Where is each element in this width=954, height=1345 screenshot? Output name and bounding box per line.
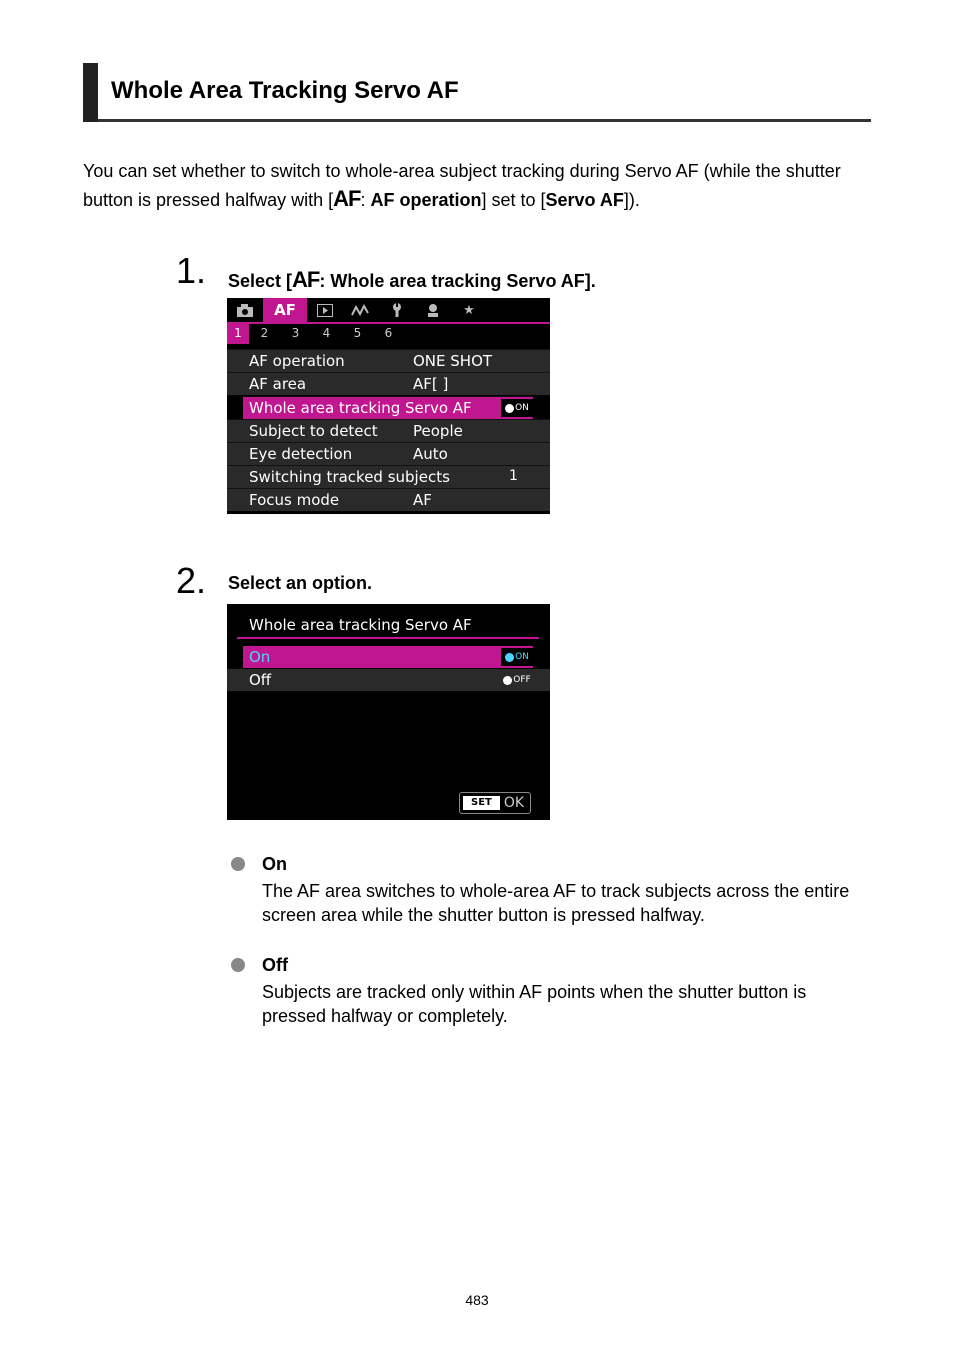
section-title: Whole Area Tracking Servo AF (111, 77, 459, 104)
menu-row-label: Subject to detect (249, 422, 378, 440)
option-badge: ON (515, 652, 529, 662)
bullet-icon (231, 857, 245, 871)
option-off[interactable] (227, 669, 550, 691)
tab-af[interactable]: AF (263, 298, 307, 322)
menu-row-value: AF[ ] (413, 375, 449, 393)
camera-icon[interactable] (227, 298, 263, 322)
menu-subtabs (227, 322, 404, 344)
menu-row-value: Auto (413, 445, 448, 463)
section-bar (83, 63, 98, 122)
step-1-number: 1. (176, 250, 207, 291)
menu-row-af-operation[interactable] (227, 349, 550, 372)
step-2-text: Select an option. (228, 573, 373, 593)
step-1-post: : Whole area tracking Servo AF]. (319, 271, 596, 291)
menu-row-value: 1 (509, 468, 518, 484)
option-on[interactable] (243, 646, 533, 668)
set-label: SET (463, 796, 500, 810)
whole-area-on-icon (501, 399, 533, 417)
menu-row-focus-mode[interactable] (227, 488, 550, 511)
menu-row-label: Whole area tracking Servo AF (249, 399, 472, 417)
menu-tabs (227, 298, 550, 324)
divider (237, 637, 539, 639)
set-ok-button[interactable] (459, 792, 531, 814)
custom-icon[interactable] (343, 298, 379, 322)
whole-area-off-icon (501, 671, 533, 689)
menu-row-switching-tracked-subjects[interactable] (227, 465, 550, 488)
section-header (83, 63, 871, 122)
bullet-icon (231, 958, 245, 972)
option-off-description: Subjects are tracked only within AF points when the shutter button is pressed halfway or completely. (262, 982, 807, 1026)
subtab-6[interactable]: 6 (384, 326, 393, 340)
whole-area-on-icon (501, 648, 533, 666)
person-icon[interactable] (415, 298, 451, 322)
menu-row-value: People (413, 422, 463, 440)
af-tab-glyph: AF (333, 186, 361, 211)
subtab-3[interactable]: 3 (291, 326, 300, 340)
subtab-1[interactable]: 1 (227, 322, 249, 344)
menu-row-label: AF area (249, 375, 307, 393)
menu-row-label: AF operation (249, 352, 345, 370)
intro-bold-servo-af: Servo AF (545, 190, 624, 210)
play-icon[interactable] (307, 298, 343, 322)
option-badge: OFF (513, 675, 531, 685)
menu-row-af-area[interactable] (227, 372, 550, 395)
option-screen-title: Whole area tracking Servo AF (249, 616, 472, 634)
menu-row-value: ONE SHOT (413, 352, 493, 370)
intro-text-2: : (360, 190, 371, 210)
subtab-4[interactable]: 4 (322, 326, 331, 340)
menu-row-value: ON (515, 403, 529, 413)
option-label: On (249, 648, 271, 666)
menu-row-subject-to-detect[interactable] (227, 419, 550, 442)
step-2-number: 2. (176, 560, 207, 601)
option-on-description: The AF area switches to whole-area AF to track subjects across the entire screen area while the shutter button is pressed halfway. (262, 881, 850, 925)
intro-text-3: ] set to [ (481, 190, 546, 210)
menu-row-whole-area-tracking[interactable] (243, 396, 533, 419)
star-icon[interactable]: ★ (463, 302, 475, 318)
option-on-heading: On (262, 854, 287, 874)
camera-menu-screen (227, 298, 550, 514)
camera-option-screen (227, 604, 550, 820)
menu-row-label: Eye detection (249, 445, 353, 463)
intro-bold-af-operation: AF operation (370, 190, 482, 210)
wrench-icon[interactable] (379, 298, 415, 322)
option-label: Off (249, 671, 272, 689)
menu-row-eye-detection[interactable] (227, 442, 550, 465)
af-tab-glyph: AF (292, 267, 320, 292)
intro-text-4: ]). (623, 190, 640, 210)
step-1-text (228, 267, 596, 293)
intro-text-1: You can set whether to switch to whole-area subject tracking during Servo AF (while the shutter button is pressed halfway with [ (83, 161, 841, 210)
step-1-pre: Select [ (228, 271, 293, 291)
menu-row-value: AF (413, 491, 432, 509)
subtab-5[interactable]: 5 (353, 326, 362, 340)
page-number: 483 (465, 1292, 489, 1308)
ok-label: OK (503, 795, 525, 811)
option-off-heading: Off (262, 955, 288, 975)
menu-row-label: Switching tracked subjects (249, 468, 450, 486)
subtab-2[interactable]: 2 (260, 326, 269, 340)
intro-paragraph (83, 158, 863, 214)
menu-row-label: Focus mode (249, 491, 340, 509)
